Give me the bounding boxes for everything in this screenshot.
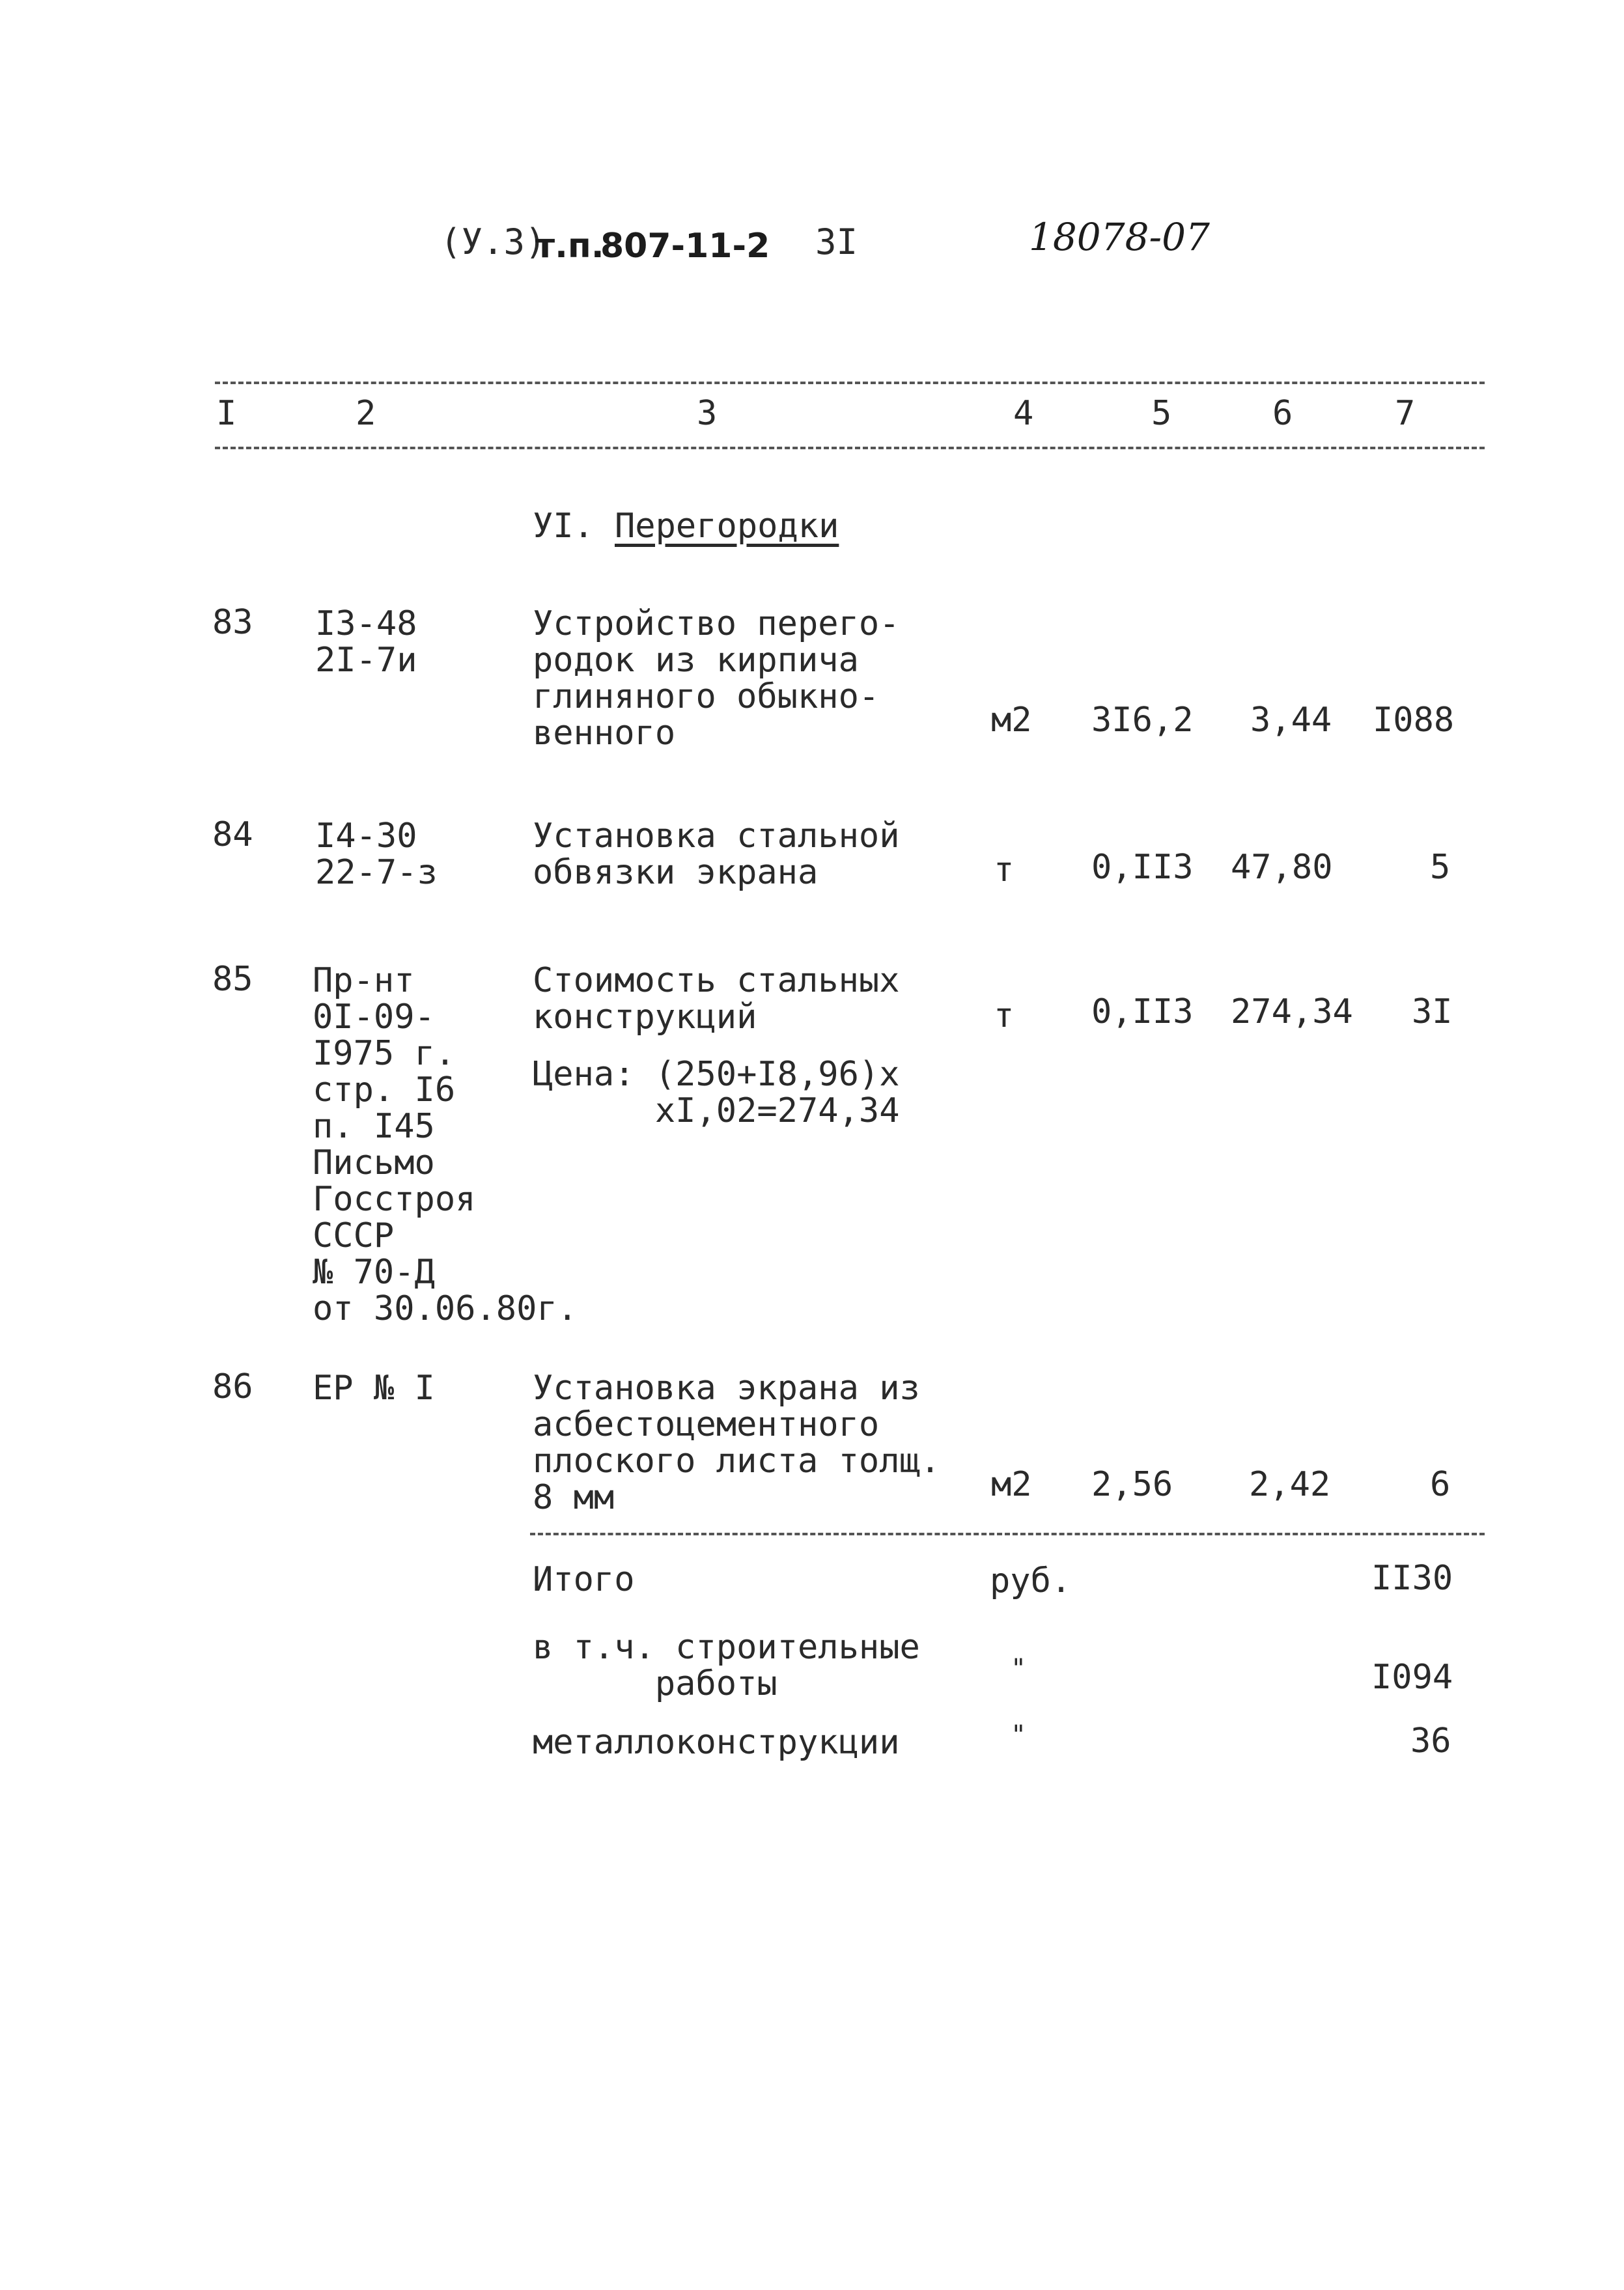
column-number-3: 3 — [697, 394, 718, 433]
header-prefix: (У.3) — [440, 221, 546, 262]
row-description: Устройство перего- родок из кирпича глиняного обыкно- венного — [533, 604, 900, 753]
summary-value: 36 — [1410, 1722, 1451, 1761]
row-number: 86 — [212, 1367, 253, 1406]
summary-label: Итого — [533, 1560, 635, 1599]
row-quantity: 3I6,2 — [1091, 701, 1194, 740]
row-description: Установка стальной обвязки экрана — [533, 817, 900, 892]
summary-value: II30 — [1371, 1559, 1453, 1598]
row-price: 274,34 — [1231, 992, 1353, 1031]
row-unit: м2 — [991, 701, 1032, 740]
section-number: УI. — [533, 507, 594, 546]
row-total: 5 — [1430, 848, 1451, 887]
row-unit: т — [994, 996, 1015, 1035]
header-series: т.п. — [535, 227, 604, 266]
header-doc-code: 18078-07 — [1029, 215, 1210, 259]
row-unit: т — [994, 850, 1015, 889]
column-number-4: 4 — [1013, 394, 1034, 433]
row-unit: м2 — [991, 1465, 1032, 1504]
header-bottom-rule — [215, 447, 1485, 449]
row-price: 2,42 — [1249, 1465, 1331, 1504]
row-code: I4-30 22-7-з — [315, 817, 438, 892]
column-number-6: 6 — [1272, 394, 1293, 433]
summary-unit: " — [1011, 1654, 1027, 1684]
row-price-formula: Цена: (250+I8,96)x xI,02=274,34 — [533, 1055, 900, 1130]
summary-value: I094 — [1371, 1658, 1453, 1697]
row-price: 3,44 — [1250, 701, 1332, 740]
row-code: Пр-нт 0I-09- I975 г. стр. I6 п. I45 Письмо Госстроя СССР № 70-Д от 30.06.80г. — [313, 961, 578, 1328]
row-total: I088 — [1373, 701, 1455, 740]
row-number: 84 — [212, 815, 253, 854]
header-page-number: 3I — [815, 221, 858, 262]
row-description: Установка экрана из асбестоцементного плоского листа толщ. 8 мм — [533, 1369, 941, 1517]
summary-label: металлоконструкции — [533, 1723, 900, 1762]
summary-unit: " — [1011, 1720, 1027, 1750]
column-number-1: I — [216, 394, 237, 433]
column-number-7: 7 — [1395, 394, 1416, 433]
row-total: 3I — [1412, 992, 1453, 1031]
column-number-2: 2 — [356, 394, 376, 433]
row-code: ЕР № I — [313, 1369, 435, 1408]
row-number: 83 — [212, 603, 253, 642]
row-description: Стоимость стальных конструкций — [533, 961, 900, 1037]
row-total: 6 — [1430, 1465, 1451, 1504]
header-top-rule — [215, 382, 1485, 384]
header-series-code: 807-11-2 — [600, 227, 770, 266]
column-number-5: 5 — [1151, 394, 1172, 433]
row-price: 47,80 — [1231, 848, 1333, 887]
summary-unit: руб. — [990, 1561, 1072, 1600]
section-title: Перегородки — [615, 507, 839, 546]
row-code: I3-48 2I-7и — [315, 604, 417, 680]
summary-label: в т.ч. строительные работы — [533, 1628, 920, 1703]
row-quantity: 0,II3 — [1091, 848, 1194, 887]
row-quantity: 2,56 — [1091, 1465, 1173, 1504]
summary-rule — [530, 1533, 1485, 1535]
row-quantity: 0,II3 — [1091, 992, 1194, 1031]
row-number: 85 — [212, 960, 253, 999]
